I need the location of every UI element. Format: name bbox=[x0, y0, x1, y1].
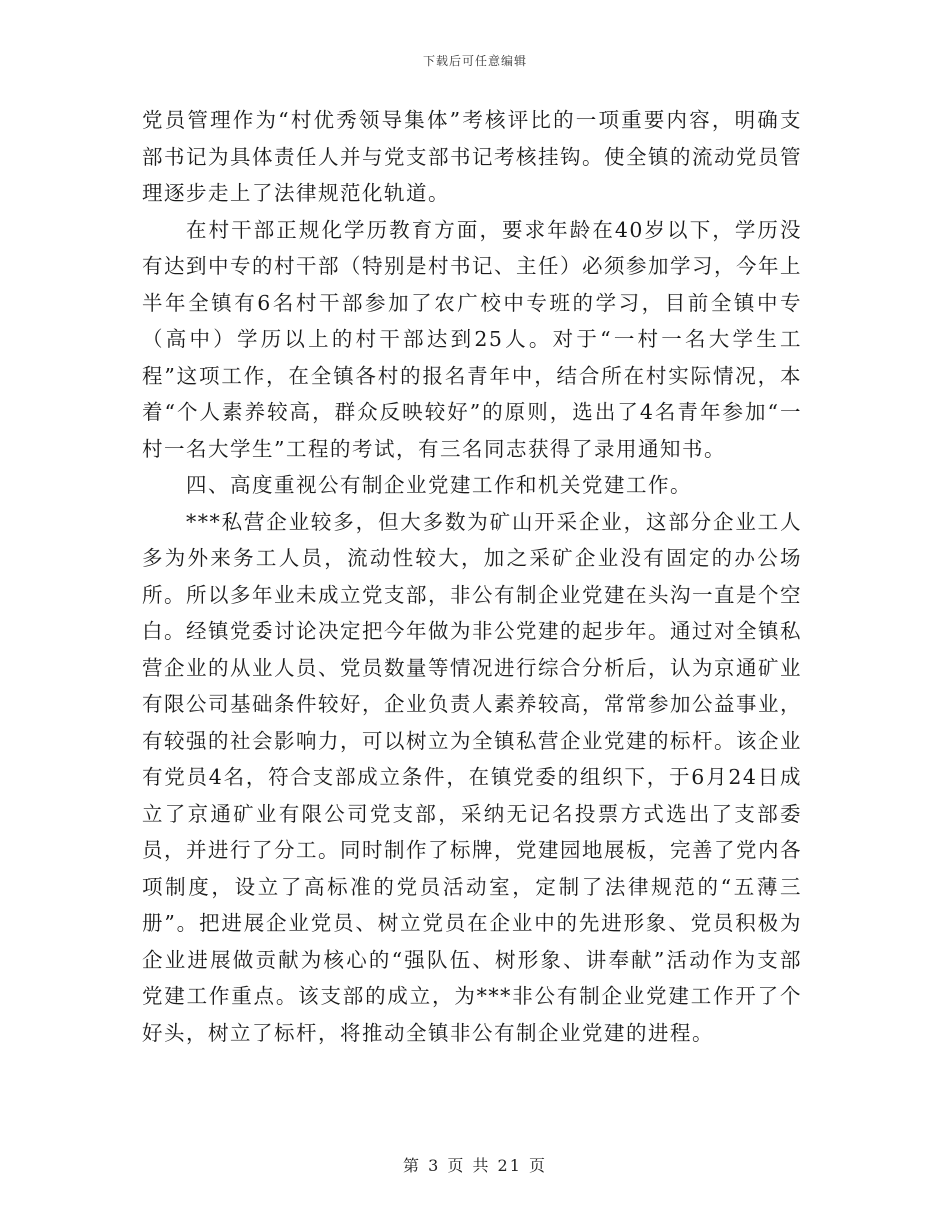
paragraph-1: 党员管理作为“村优秀领导集体”考核评比的一项重要内容，明确支部书记为具体责任人并与党支部书记考核挂钩。使全镇的流动党员管理逐步走上了法律规范化轨道。 bbox=[142, 108, 802, 205]
paragraph-2: 在村干部正规化学历教育方面，要求年龄在40岁以下，学历没有达到中专的村干部（特别是村书记、主任）必须参加学习，今年上半年全镇有6名村干部参加了农广校中专班的学习，目前全镇中专（高中）学历以上的村干部达到25人。对于“一村一名大学生工程”这项工作，在全镇各村的报名青年中，结合所在村实际情况，本着“个人素养较高，群众反映较好”的原则，选出了4名青年参加“一村一名大学生”工程的考试，有三名同志获得了录用通知书。 bbox=[142, 217, 802, 461]
section-heading: 四、高度重视公有制企业党建工作和机关党建工作。 bbox=[186, 473, 692, 497]
document-body bbox=[142, 102, 802, 1051]
page-header: 下载后可任意编辑 bbox=[422, 54, 527, 68]
page-number: 第 3 页 共 21 页 bbox=[403, 1156, 547, 1175]
paragraph-3: ***私营企业较多，但大多数为矿山开采企业，这部分企业工人多为外来务工人员，流动性较大，加之采矿企业没有固定的办公场所。所以多年业未成立党支部，非公有制企业党建在头沟一直是个空白。经镇党委讨论决定把今年做为非公党建的起步年。通过对全镇私营企业的从业人员、党员数量等情况进行综合分析后，认为京通矿业有限公司基础条件较好，企业负责人素养较高，常常参加公益事业，有较强的社会影响力，可以树立为全镇私营企业党建的标杆。该企业有党员4名，符合支部成立条件，在镇党委的组织下，于6月24日成立了京通矿业有限公司党支部，采纳无记名投票方式选出了支部委员，并进行了分工。同时制作了标牌，党建园地展板，完善了党内各项制度，设立了高标准的党员活动室，定制了法律规范的“五薄三册”。把进展企业党员、树立党员在企业中的先进形象、党员积极为企业进展做贡献为核心的“强队伍、树形象、讲奉献”活动作为支部党建工作重点。该支部的成立，为***非公有制企业党建工作开了个好头，树立了标杆，将推动全镇非公有制企业党建的进程。 bbox=[142, 509, 802, 1045]
